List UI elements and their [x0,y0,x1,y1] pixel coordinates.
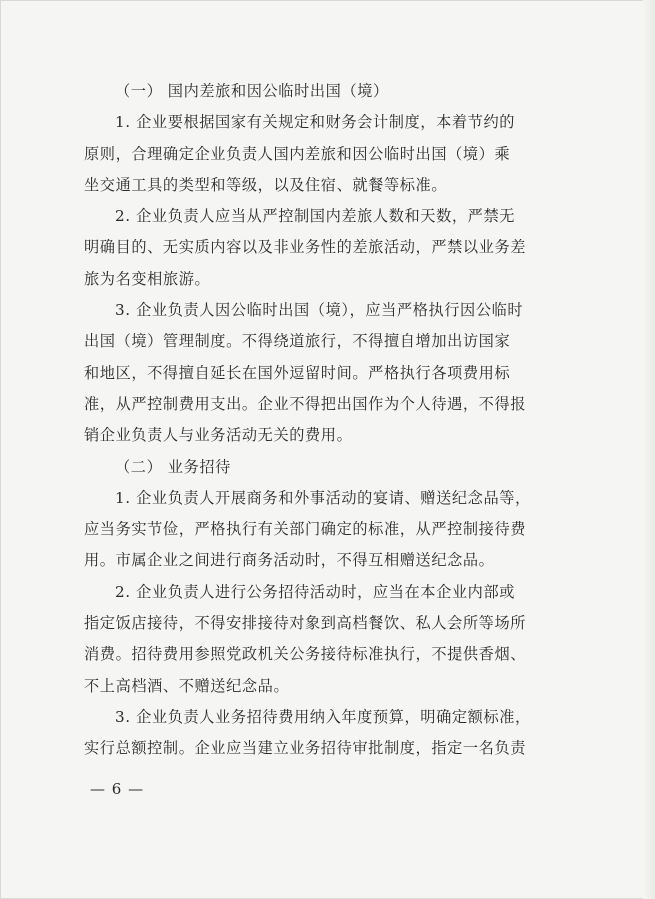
text-line: 3. 企业负责人业务招待费用纳入年度预算，明确定额标准， [115,707,531,726]
document-body [84,76,564,765]
text-line: （一） 国内差旅和因公临时出国（境） [115,82,389,100]
text-line: 用。市属企业之间进行商务活动时，不得互相赠送纪念品。 [84,551,495,570]
text-line: 不上高档酒、不赠送纪念品。 [84,676,290,695]
text-line: 明确目的、无实质内容以及非业务性的差旅活动，严禁以业务差 [84,238,527,257]
text-line: 旅为名变相旅游。 [84,269,211,288]
text-line: 3. 企业负责人因公临时出国（境），应当严格执行因公临时 [115,301,524,320]
text-line: 应当务实节俭，严格执行有关部门确定的标准，从严控制接待费 [84,520,527,539]
text-line: 1. 企业负责人开展商务和外事活动的宴请、赠送纪念品等， [115,488,531,507]
text-line: 准，从严控制费用支出。企业不得把出国作为个人待遇，不得报 [84,394,527,413]
text-line: 销企业负责人与业务活动无关的费用。 [84,426,353,445]
text-line: 实行总额控制。企业应当建立业务招待审批制度，指定一名负责 [84,739,527,758]
text-line: 原则，合理确定企业负责人国内差旅和因公临时出国（境）乘 [84,144,511,163]
text-line: 2. 企业负责人进行公务招待活动时，应当在本企业内部或 [115,582,516,601]
text-line: 坐交通工具的类型和等级，以及住宿、就餐等标准。 [84,175,448,194]
text-line: （二） 业务招待 [115,457,231,476]
page-edge [643,0,655,899]
text-line: 消费。招待费用参照党政机关公务接待标准执行，不提供香烟、 [84,645,527,664]
text-line: 1. 企业要根据国家有关规定和财务会计制度，本着节约的 [115,113,516,132]
text-line: 和地区，不得擅自延长在国外逗留时间。严格执行各项费用标 [84,363,511,382]
text-line: 指定饭店接待，不得安排接待对象到高档餐饮、私人会所等场所 [84,614,527,633]
text-line: 出国（境）管理制度。不得绕道旅行，不得擅自增加出访国家 [84,332,511,351]
page-number: — 6 — [90,780,145,798]
text-line: 2. 企业负责人应当从严控制国内差旅人数和天数，严禁无 [115,207,516,226]
